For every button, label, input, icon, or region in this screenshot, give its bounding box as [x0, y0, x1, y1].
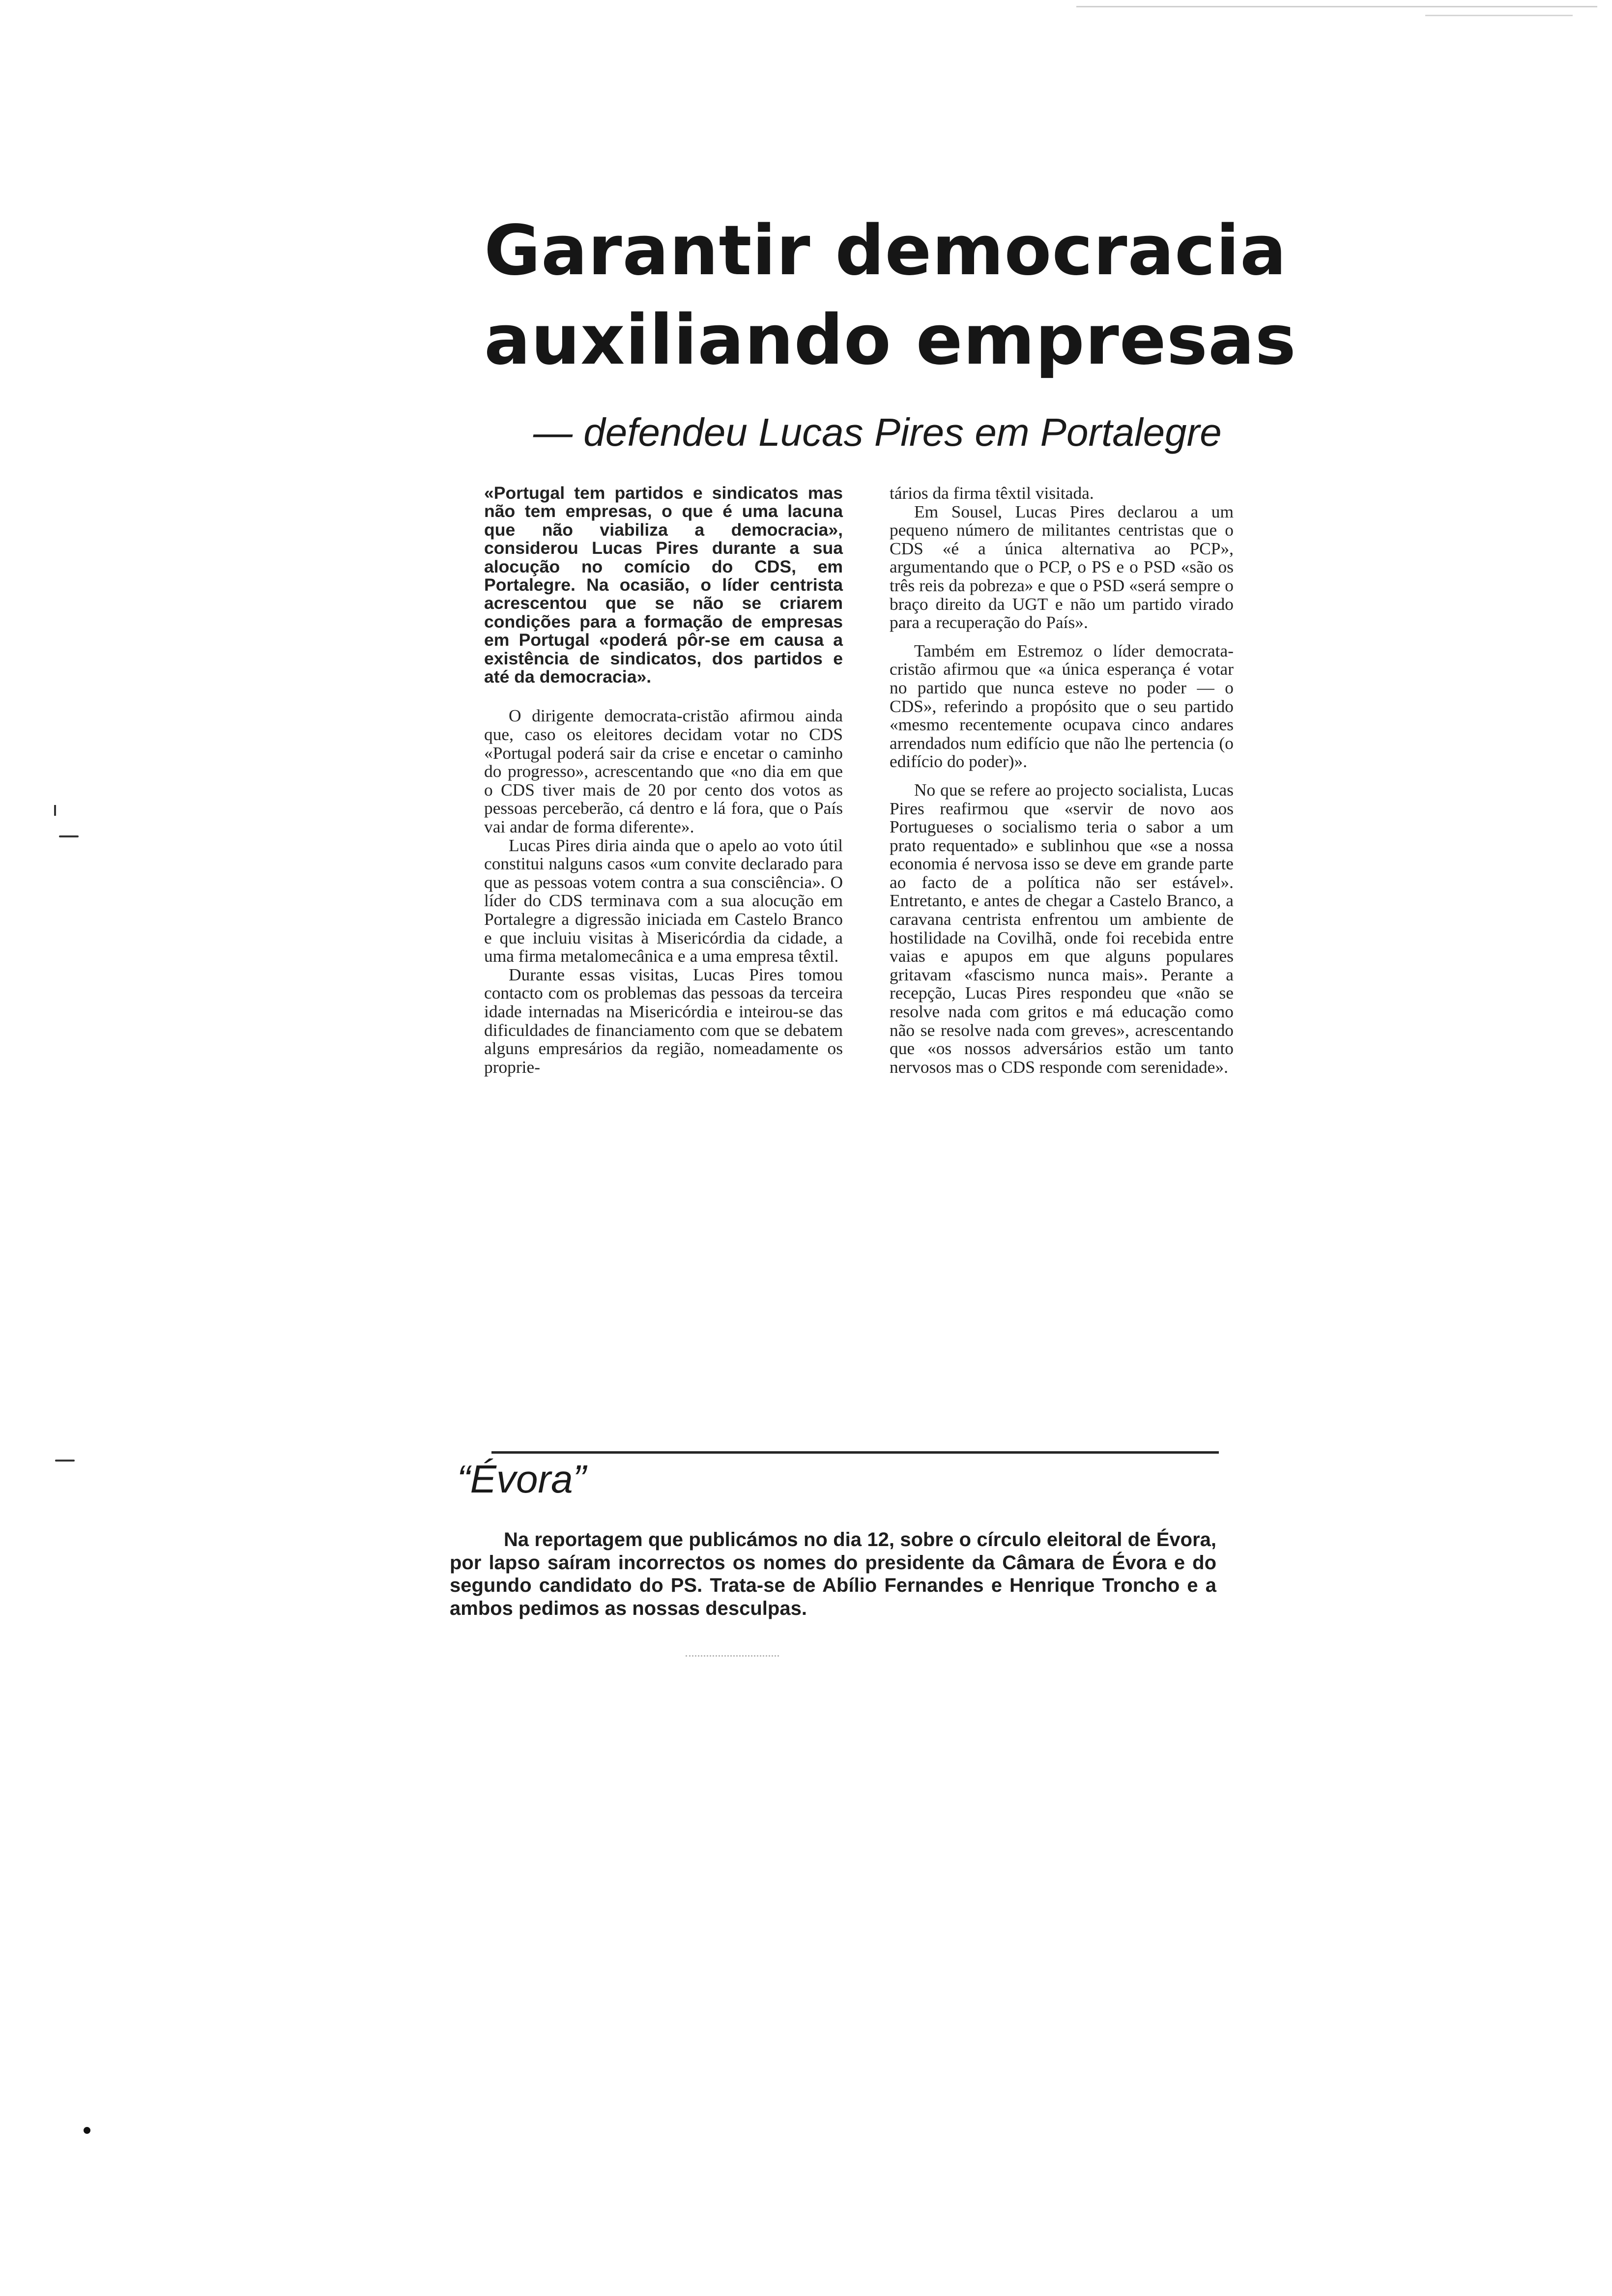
article-paragraph: No que se refere ao projecto socialista, Lucas Pires reafirmou que «servir de novo aos Portugueses o socialismo teria o sabor a um prato requentado» e sublinhou que «se a nossa economia é nervosa isso se deve em grande parte ao facto de a política não ser estável». Entretanto, e antes de chegar a Castelo Branco, a caravana centrista enfrentou um ambiente de hostilidade na Covilhã, onde foi recebida entre vaias e apupos em que alguns populares gritavam «fascismo nunca mais». Perante a recepção, Lucas Pires respondeu que «não se resolve nada com gritos e má educação como não se resolve nada com greves», acrescentando que «os nossos adversários estão um tanto nervosos mas o CDS responde com serenidade». [890, 779, 1234, 1077]
headline-line: auxiliando empresas [484, 300, 1296, 380]
article-column-left [484, 484, 843, 1076]
article-paragraph: Durante essas visitas, Lucas Pires tomou contacto com os problemas das pessoas da terceira idade internadas na Misericórdia e inteirou-se das dificuldades de financiamento com que se debatem alguns empresários da região, nomeadamente os proprie- [484, 964, 843, 1077]
article-subheadline: — defendeu Lucas Pires em Portalegre [533, 410, 1222, 454]
correction-title: “Évora” [457, 1457, 586, 1501]
article-paragraph: tários da firma têxtil visitada. [890, 483, 1094, 503]
correction-body: Na reportagem que publicámos no dia 12, sobre o círculo eleitoral de Évora, por lapso saíram incorrectos os nomes do presidente da Câmara de Évora e do segundo candidato do PS. Trata-se de Abílio Fernandes e Henrique Troncho e a ambos pedimos as nossas desculpas. [450, 1529, 1216, 1619]
article-paragraph: Lucas Pires diria ainda que o apelo ao voto útil constitui nalguns casos «um convite declarado para que as pessoas votem contra a sua consciência». O líder do CDS terminava com a sua alocução em Portalegre a digressão iniciada em Castelo Branco e que incluiu visitas à Misericórdia da cidade, a uma firma metalomecânica e a uma empresa têxtil. [484, 835, 843, 966]
article-headline [484, 206, 1296, 385]
margin-dot [84, 2127, 90, 2134]
headline-line: Garantir democracia [484, 211, 1287, 291]
section-divider [491, 1451, 1219, 1454]
margin-mark [55, 1460, 75, 1462]
article-paragraph: Também em Estremoz o líder democrata-cristão afirmou que «a única esperança é votar no partido que nunca esteve no poder — o CDS», referindo a propósito que o seu partido «mesmo recentemente ocupava cinco andares arrendados num edifício que não lhe pertencia (o edifício do poder)». [890, 640, 1234, 772]
margin-mark [59, 835, 79, 837]
article-paragraph: Em Sousel, Lucas Pires declarou a um pequeno número de militantes centristas que o CDS «é a única alternativa ao PCP», argumentando que o PCP, o PS e o PSD «são os três reis da pobreza» e que o PSD «será sempre o braço direito da UGT e não um partido virado para a recuperação do País». [890, 501, 1234, 632]
margin-mark [54, 805, 56, 816]
article-column-right [890, 484, 1234, 1076]
article-paragraph: O dirigente democrata-cristão afirmou ainda que, caso os eleitores decidam votar no CDS «Portugal poderá sair da crise e encetar o caminho do progresso», acrescentando que «no dia em que o CDS tiver mais de 20 por cento dos votos as pessoas perceberão, cá dentro e lá fora, que o País vai andar de forma diferente». [484, 706, 843, 837]
scan-edge-line [1076, 6, 1597, 7]
article-lead: «Portugal tem partidos e sindicatos mas não tem empresas, o que é uma lacuna que não viabiliza a democracia», considerou Lucas Pires durante a sua alocução no comício do CDS, em Portalegre. Na ocasião, o líder centrista acrescentou que se não se criarem condições para a formação de empresas em Portugal «poderá pôr-se em causa a existência de sindicatos, dos partidos e até da democracia». [484, 483, 843, 687]
scan-artifact [686, 1655, 779, 1657]
scan-edge-line [1425, 15, 1573, 16]
